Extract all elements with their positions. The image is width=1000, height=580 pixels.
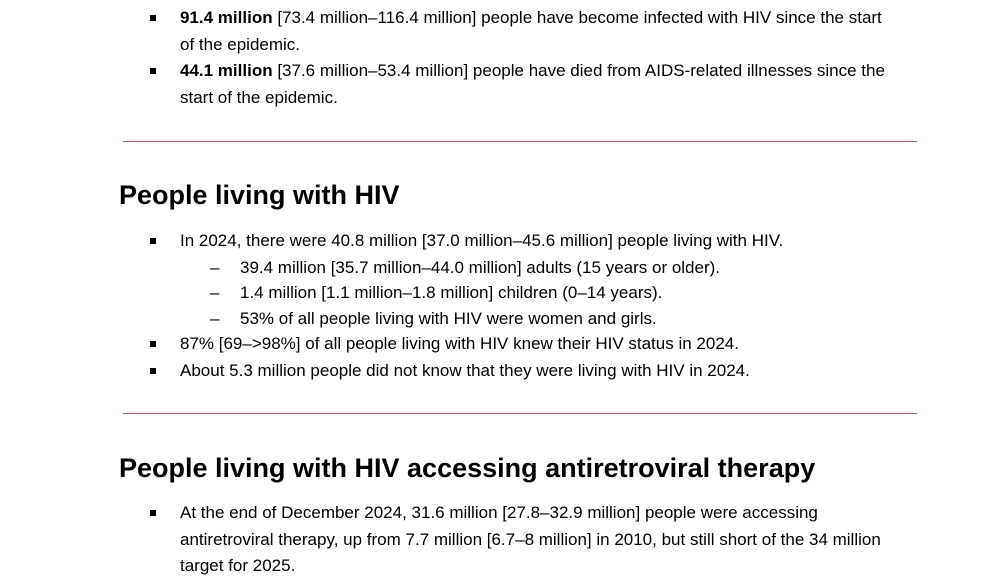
- item-text: [37.6 million–53.4 million] people have died from AIDS-related illnesses since the start of the epidemic.: [180, 61, 885, 107]
- plhiv-list: [150, 228, 890, 384]
- section-heading: People living with HIV accessing antiretroviral therapy: [119, 453, 816, 483]
- list-item: About 5.3 million people did not know that they were living with HIV in 2024.: [150, 358, 890, 385]
- sub-list-item: – 1.4 million [1.1 million–1.8 million] children (0–14 years).: [180, 280, 890, 306]
- sub-list: [180, 255, 890, 332]
- section-divider: [123, 413, 917, 414]
- item-text: In 2024, there were 40.8 million [37.0 million–45.6 million] people living with HIV.: [180, 231, 784, 250]
- bold-figure: 44.1 million: [180, 61, 273, 80]
- totals-list: [150, 5, 890, 111]
- list-item: At the end of December 2024, 31.6 million [27.8–32.9 million] people were accessing antiretroviral therapy, up from 7.7 million [6.7–8 million] in 2010, but still short of the 34 million target for 2025.: [150, 500, 890, 580]
- item-text: [73.4 million–116.4 million] people have become infected with HIV since the start of the epidemic.: [180, 8, 882, 54]
- art-list: [150, 500, 890, 580]
- section-heading: People living with HIV: [119, 180, 400, 210]
- list-item: [150, 58, 890, 111]
- list-item: [150, 228, 890, 331]
- list-item: 87% [69–>98%] of all people living with HIV knew their HIV status in 2024.: [150, 331, 890, 358]
- list-item: [150, 5, 890, 58]
- section-divider: [123, 141, 917, 142]
- bold-figure: 91.4 million: [180, 8, 273, 27]
- sub-list-item: – 39.4 million [35.7 million–44.0 million] adults (15 years or older).: [180, 255, 890, 281]
- sub-list-item: – 53% of all people living with HIV were women and girls.: [180, 306, 890, 332]
